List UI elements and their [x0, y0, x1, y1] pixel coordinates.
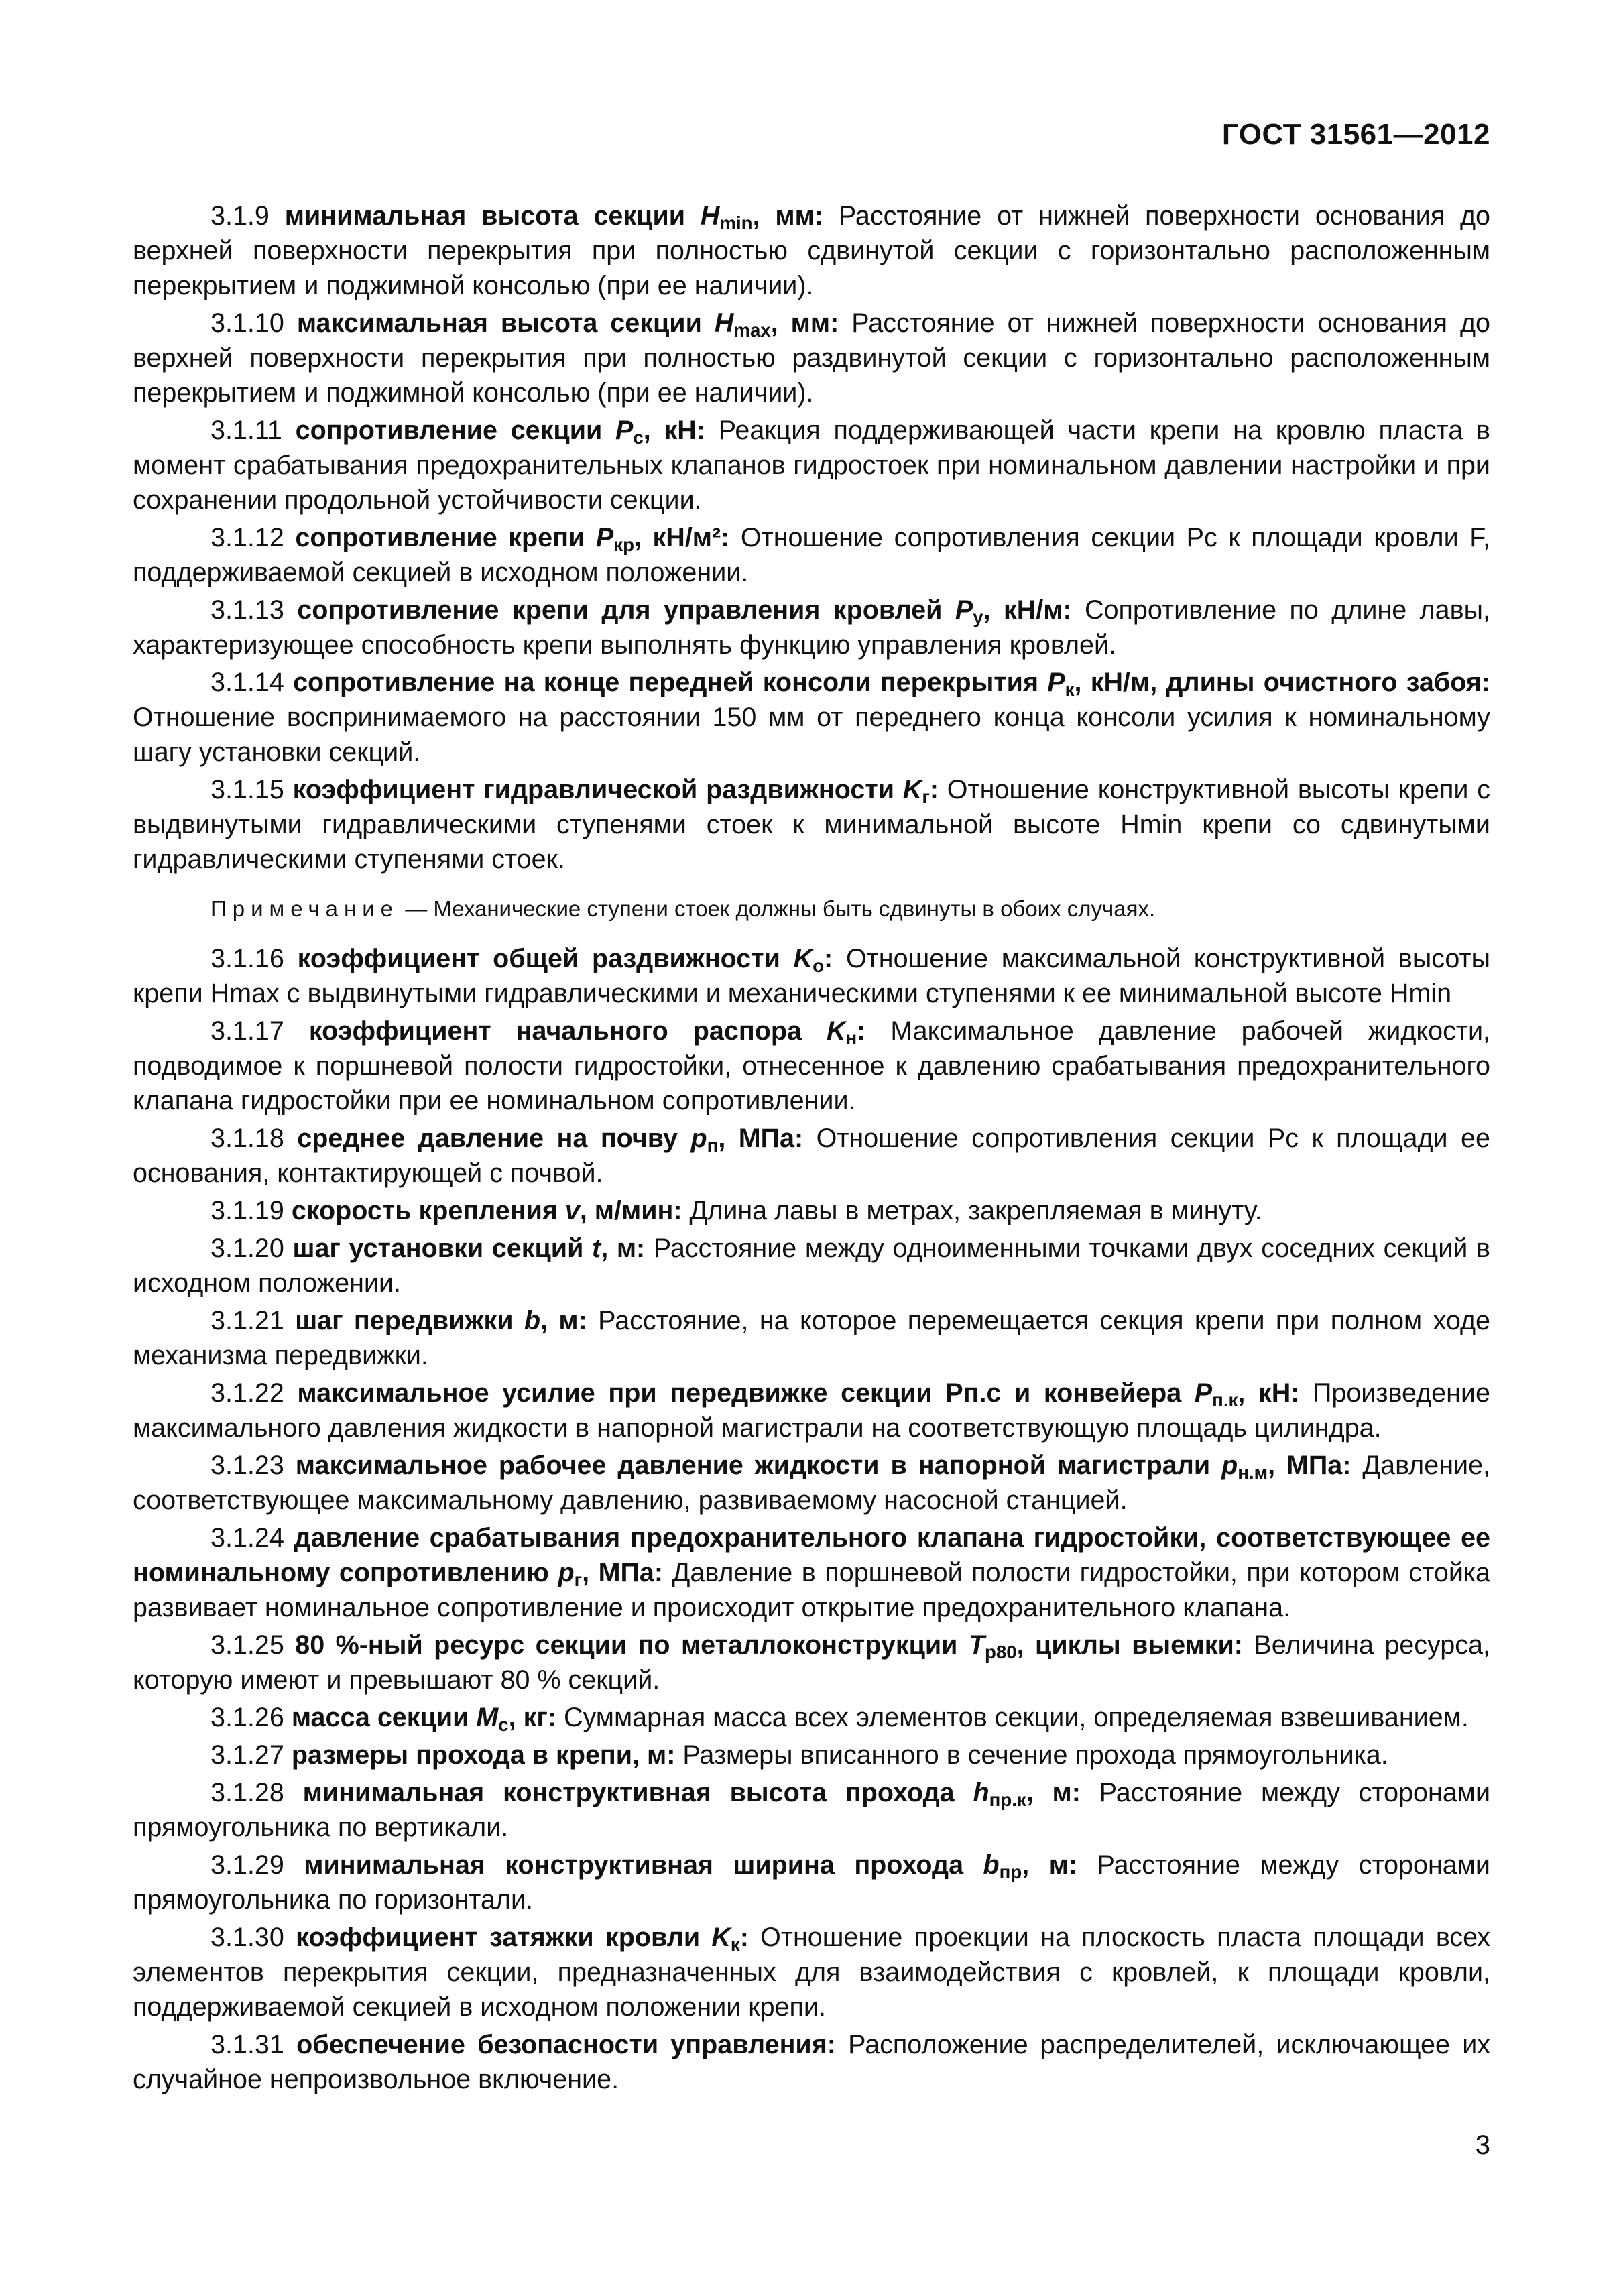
term-number: 3.1.14 — [211, 668, 284, 697]
term-symbol: T — [968, 1630, 985, 1660]
term-symbol-subscript: пр — [999, 1861, 1022, 1882]
term-definition: Отношение воспринимаемого на расстоянии 150 мм от переднего конца консоли усилия к номинальному шагу установки секций. — [133, 703, 1490, 767]
term-name — [285, 201, 823, 231]
term-name — [295, 1630, 1243, 1663]
term-number: 3.1.31 — [211, 2030, 284, 2059]
term-item — [133, 2027, 1490, 2097]
term-unit: , кг: — [508, 1703, 556, 1732]
terms-section — [133, 198, 1490, 2100]
term-number: 3.1.19 — [211, 1196, 284, 1225]
term-definition: Длина лавы в метрах, закрепляемая в минуту. — [682, 1196, 1262, 1225]
term-definition: Реакция поддерживающей части крепи на кровлю пласта в момент срабатывания предохранительных клапанов гидростоек при номинальном давлении настройки и при сохранении продольной устойчивости секции. — [133, 416, 1490, 515]
term-definition: Отношение конструктивной высоты крепи с выдвинутыми гидравлическими ступенями стоек к минимальной высоте Hmin крепи со сдвинутыми гидравлическими ступенями стоек. — [133, 775, 1490, 874]
term-symbol-subscript: о — [813, 955, 825, 976]
term-text: минимальная конструктивная высота прохода — [302, 1778, 973, 1807]
term-number: 3.1.17 — [211, 1016, 284, 1046]
terms-list-part-1 — [133, 198, 1490, 877]
term-definition: Размеры вписанного в сечение прохода прямоугольника. — [675, 1740, 1388, 1770]
term-number: 3.1.13 — [211, 595, 284, 625]
term-number: 3.1.16 — [211, 944, 284, 973]
term-item — [133, 1014, 1490, 1118]
term-number: 3.1.18 — [211, 1124, 284, 1153]
term-unit: , кН/м: — [983, 595, 1072, 625]
term-item — [133, 593, 1490, 662]
term-number: 3.1.20 — [211, 1233, 284, 1263]
term-number: 3.1.23 — [211, 1451, 284, 1480]
term-symbol-subscript: п.к — [1212, 1389, 1238, 1410]
term-symbol-subscript: у — [973, 606, 983, 627]
term-definition: Расстояние от нижней поверхности основания до верхней поверхности перекрытия при полностью раздвинутой секции с горизонтально расположенным перекрытием и поджимной консолью (при ее наличии). — [133, 308, 1490, 408]
term-item — [133, 1303, 1490, 1373]
term-symbol: b — [524, 1306, 541, 1335]
term-symbol-subscript: к — [1065, 678, 1075, 700]
term-symbol-subscript: р80 — [985, 1641, 1017, 1663]
term-symbol: M — [476, 1703, 499, 1732]
term-text: сопротивление крепи для управления кровлей — [297, 595, 955, 625]
term-symbol: H — [700, 201, 720, 231]
term-unit: , м: — [632, 1740, 676, 1770]
term-unit: , мм: — [770, 308, 839, 338]
term-unit: , мм: — [752, 201, 823, 231]
term-number: 3.1.21 — [211, 1306, 284, 1335]
term-text: среднее давление на почву — [297, 1124, 691, 1153]
term-item — [133, 1121, 1490, 1191]
term-symbol: P — [1047, 668, 1065, 697]
term-text: шаг передвижки — [295, 1306, 524, 1335]
term-symbol: K — [793, 944, 813, 973]
term-text: размеры прохода в крепи — [291, 1740, 633, 1770]
term-unit: : — [857, 1016, 866, 1046]
term-number: 3.1.30 — [211, 1923, 284, 1952]
term-definition: Расстояние между сторонами прямоугольника по вертикали. — [133, 1778, 1491, 1842]
term-unit: , м: — [1022, 1850, 1078, 1880]
term-number: 3.1.25 — [211, 1630, 284, 1660]
term-text: коэффициент начального распора — [308, 1016, 827, 1046]
term-name — [292, 1196, 682, 1225]
term-number: 3.1.11 — [211, 416, 282, 445]
term-symbol-subscript: с — [498, 1713, 509, 1735]
term-name — [296, 1923, 749, 1955]
term-definition: Расстояние, на которое перемещается секция крепи при полном ходе механизма передвижки. — [133, 1306, 1490, 1370]
term-symbol: K — [711, 1923, 731, 1952]
term-definition: Расстояние от нижней поверхности основания до верхней поверхности перекрытия при полностью сдвинутой секции с горизонтально расположенным перекрытием и поджимной консолью (при ее наличии). — [133, 201, 1490, 300]
term-name — [295, 1306, 587, 1335]
term-unit: , кН/м, длины очистного забоя: — [1074, 668, 1490, 697]
term-symbol-subscript: н — [845, 1027, 857, 1048]
term-unit: : — [824, 944, 833, 973]
term-text: минимальная высота секции — [284, 201, 701, 231]
term-name — [297, 1378, 1299, 1408]
term-definition: Отношение максимальной конструктивной высоты крепи Hmax с выдвинутыми гидравлическими и механическими ступенями к ее минимальной высоте Hmin — [133, 944, 1490, 1008]
term-text: шаг установки секций — [292, 1233, 593, 1263]
term-text: коэффициент затяжки кровли — [296, 1923, 712, 1952]
term-definition: Расстояние между сторонами прямоугольника по горизонтали. — [133, 1850, 1490, 1915]
term-unit: , кН: — [1238, 1378, 1300, 1408]
term-definition: Произведение максимального давления жидкости в напорной магистрали на соответствующую площадь цилиндра. — [133, 1378, 1490, 1443]
term-number: 3.1.10 — [211, 308, 284, 338]
term-unit: , кН/м²: — [634, 523, 730, 552]
term-symbol-subscript: с — [633, 426, 644, 448]
term-symbol: K — [826, 1016, 846, 1046]
term-text: коэффициент общей раздвижности — [297, 944, 794, 973]
note-text: — Механические ступени стоек должны быть сдвинуты в обоих случаях. — [405, 896, 1156, 921]
term-unit: , кН: — [643, 416, 705, 445]
page-number: 3 — [1475, 2130, 1490, 2160]
term-number: 3.1.9 — [211, 201, 269, 231]
term-symbol-subscript: г — [922, 786, 930, 807]
term-name — [297, 944, 833, 976]
term-name — [302, 1778, 1081, 1810]
term-unit: : — [739, 1923, 749, 1952]
term-item — [133, 1376, 1490, 1445]
term-name — [297, 1124, 804, 1156]
term-text: скорость крепления — [291, 1196, 565, 1225]
note-prefix: Примечание — [211, 896, 400, 921]
term-item — [133, 520, 1490, 590]
term-number: 3.1.26 — [211, 1703, 284, 1732]
term-text: масса секции — [291, 1703, 477, 1732]
term-name — [295, 1451, 1351, 1483]
term-definition: Давление, соответствующее максимальному давлению, развиваемому насосной станцией. — [133, 1451, 1491, 1515]
term-item — [133, 1628, 1490, 1697]
term-text: сопротивление секции — [295, 416, 616, 445]
term-name — [296, 2030, 836, 2059]
term-text: 80 %-ный ресурс секции по металлоконструкции — [295, 1630, 969, 1660]
term-definition: Величина ресурса, которую имеют и превышают 80 % секций. — [133, 1630, 1490, 1695]
term-name — [304, 1850, 1077, 1880]
term-item — [133, 1775, 1490, 1845]
term-symbol: p — [1221, 1451, 1238, 1480]
term-text: сопротивление на конце передней консоли перекрытия — [293, 668, 1048, 697]
term-symbol: p — [558, 1558, 575, 1587]
term-item — [133, 1448, 1490, 1518]
term-definition: Давление в поршневой полости гидростойки, при котором стойка развивает номинальное сопротивление и происходит открытие предохранительного клапана. — [133, 1558, 1491, 1622]
term-symbol: P — [595, 523, 614, 552]
term-symbol-subscript: н.м — [1238, 1461, 1268, 1483]
term-item — [133, 772, 1490, 877]
term-name — [293, 1233, 646, 1263]
term-symbol: h — [973, 1778, 989, 1807]
term-item — [133, 1738, 1490, 1772]
term-definition: Отношение сопротивления секции Pс к площади ее основания, контактирующей с почвой. — [133, 1124, 1490, 1188]
term-item — [133, 941, 1490, 1011]
term-name — [309, 1016, 866, 1046]
term-symbol: P — [1194, 1378, 1213, 1408]
terms-list-part-2 — [133, 941, 1490, 2097]
term-symbol-subscript: к — [730, 1933, 740, 1955]
term-item — [133, 1520, 1490, 1625]
term-item — [133, 1920, 1490, 2025]
note — [133, 894, 1490, 924]
term-symbol: p — [690, 1124, 707, 1153]
term-symbol: t — [592, 1233, 601, 1263]
term-definition: Суммарная масса всех элементов секции, определяемая взвешиванием. — [556, 1703, 1469, 1732]
term-item — [133, 306, 1490, 410]
term-text: давление срабатывания предохранительного клапана гидростойки, соответствующее ее номинальному сопротивлению — [133, 1523, 1490, 1587]
term-symbol-subscript: max — [733, 319, 771, 341]
term-unit: , циклы выемки: — [1016, 1630, 1243, 1660]
term-text: обеспечение безопасности управления — [296, 2030, 827, 2059]
term-symbol: v — [564, 1196, 580, 1225]
term-symbol: P — [615, 416, 634, 445]
term-unit: , МПа: — [718, 1124, 804, 1153]
term-definition: Сопротивление по длине лавы, характеризующее способность крепи выполнять функцию управления кровлей. — [133, 595, 1490, 660]
term-unit: , МПа: — [582, 1558, 664, 1587]
term-number: 3.1.12 — [211, 523, 284, 552]
term-number: 3.1.29 — [211, 1850, 284, 1880]
term-symbol-subscript: г — [574, 1569, 583, 1590]
term-item — [133, 665, 1490, 770]
term-symbol-subscript: min — [719, 212, 753, 233]
term-definition: Расположение распределителей, исключающее их случайное непроизвольное включение. — [133, 2030, 1491, 2094]
term-symbol-subscript: п — [707, 1134, 719, 1156]
term-item — [133, 1193, 1490, 1228]
document-code: ГОСТ 31561—2012 — [1221, 118, 1490, 151]
term-unit: , м: — [540, 1306, 587, 1335]
term-definition: Отношение сопротивления секции Pс к площади кровли F, поддерживаемой секцией в исходном положении. — [133, 523, 1490, 587]
term-symbol-subscript: кр — [613, 534, 634, 555]
term-name — [296, 308, 839, 341]
term-item — [133, 1231, 1490, 1301]
term-unit: , м: — [601, 1233, 646, 1263]
term-definition: Максимальное давление рабочей жидкости, подводимое к поршневой полости гидростойки, отнесенное к давлению срабатывания предохранительного клапана гидростойки при ее номинальном сопротивлении. — [133, 1016, 1490, 1115]
term-name — [291, 1703, 556, 1735]
term-number: 3.1.27 — [211, 1740, 284, 1770]
term-number: 3.1.24 — [211, 1523, 284, 1553]
term-number: 3.1.15 — [211, 775, 284, 804]
term-text: минимальная конструктивная ширина прохода — [304, 1850, 983, 1880]
term-unit: , м: — [1026, 1778, 1081, 1807]
term-name — [295, 523, 730, 555]
term-symbol-subscript: пр.к — [989, 1789, 1026, 1810]
term-name — [292, 775, 939, 807]
term-unit: : — [827, 2030, 836, 2059]
term-symbol: K — [902, 775, 922, 804]
term-text: максимальная высота секции — [296, 308, 715, 338]
term-name — [297, 595, 1071, 625]
term-item — [133, 198, 1490, 303]
term-definition: Отношение проекции на плоскость пласта площади всех элементов перекрытия секции, предназначенных для взаимодействия с кровлей, к площади кровли, поддерживаемой секцией в исходном положении крепи. — [133, 1923, 1490, 2022]
term-symbol: b — [983, 1850, 1000, 1880]
term-symbol: H — [714, 308, 734, 338]
term-unit: , м/мин: — [579, 1196, 682, 1225]
term-name — [293, 668, 1490, 700]
term-number: 3.1.22 — [211, 1378, 284, 1408]
term-item — [133, 1700, 1490, 1735]
term-symbol: P — [955, 595, 973, 625]
term-text: максимальное усилие при передвижке секции Pп.с и конвейера — [297, 1378, 1195, 1408]
term-text: максимальное рабочее давление жидкости в напорной магистрали — [295, 1451, 1222, 1480]
term-text: коэффициент гидравлической раздвижности — [292, 775, 903, 804]
term-name — [292, 1740, 676, 1770]
term-text: сопротивление крепи — [295, 523, 596, 552]
term-number: 3.1.28 — [211, 1778, 284, 1807]
term-name — [295, 416, 705, 448]
term-definition: Расстояние между одноименными точками двух соседних секций в исходном положении. — [133, 1233, 1490, 1298]
term-unit: , МПа: — [1268, 1451, 1351, 1480]
term-item — [133, 1848, 1490, 1917]
term-item — [133, 413, 1490, 518]
term-unit: : — [929, 775, 939, 804]
